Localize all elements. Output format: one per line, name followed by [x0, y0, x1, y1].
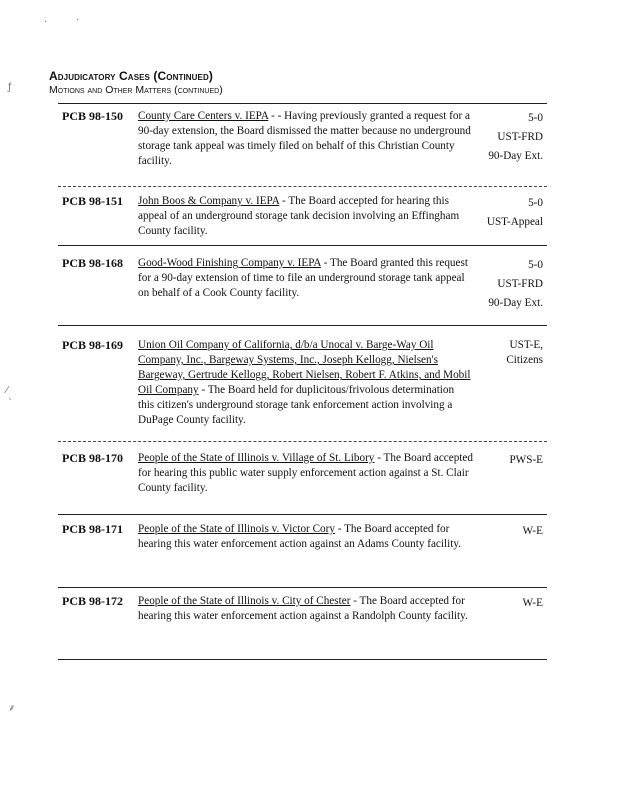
case-number: PCB 98-172	[62, 594, 123, 608]
vote-code: 5-0	[528, 259, 543, 271]
case-description	[138, 522, 473, 552]
section-rule	[58, 103, 547, 104]
case-divider	[58, 587, 547, 588]
case-text: - The Board granted this request for a 90-day extension of time to file an underground storage tank appeal on behalf of a Cook County facility.	[138, 257, 468, 299]
case-description	[138, 109, 473, 169]
scan-artifact: ⁄	[6, 385, 8, 396]
case-type-code: UST-E,	[509, 339, 543, 351]
case-title: Good-Wood Finishing Company v. IEPA	[138, 257, 321, 269]
case-divider	[58, 441, 547, 442]
case-number: PCB 98-150	[62, 109, 123, 123]
case-codes	[453, 451, 543, 470]
case-number: PCB 98-171	[62, 522, 123, 536]
section-heading	[49, 69, 223, 96]
case-codes	[453, 194, 543, 232]
case-type-code: UST-Appeal	[486, 216, 543, 228]
case-title: People of the State of Illinois v. Victor Cory	[138, 523, 335, 535]
case-divider	[58, 659, 547, 660]
case-type-code: PWS-E	[509, 454, 543, 466]
vote-code: 5-0	[528, 197, 543, 209]
case-divider	[58, 514, 547, 515]
case-text: - The Board accepted for hearing this water enforcement action against a Randolph County facility.	[138, 595, 468, 622]
case-title: County Care Centers v. IEPA	[138, 110, 269, 122]
case-title: Union Oil Company of California, d/b/a Unocal v. Barge-Way Oil Company, Inc., Bargeway Systems, Inc., Joseph Kellogg, Nielsen's Bargeway, Gertrude Kellogg, Robert Nielsen, Robert F. Atkins, and Mobil Oil Company	[138, 339, 471, 396]
case-type-code: UST-FRD	[497, 131, 543, 143]
case-number: PCB 98-169	[62, 338, 123, 352]
case-type-code: UST-FRD	[497, 278, 543, 290]
case-title: People of the State of Illinois v. Village of St. Libory	[138, 452, 375, 464]
case-number: PCB 98-151	[62, 194, 123, 208]
scan-artifact: `	[8, 398, 13, 409]
case-divider	[58, 245, 547, 246]
case-description	[138, 451, 473, 496]
case-number: PCB 98-170	[62, 451, 123, 465]
case-description	[138, 194, 473, 239]
case-text: - The Board held for duplicitous/frivolous determination this citizen's underground storage tank enforcement action involving a DuPage County facility.	[138, 384, 455, 426]
case-divider	[58, 186, 547, 187]
case-text: - The Board accepted for hearing this appeal of an underground storage tank decision involving an Effingham County facility.	[138, 195, 460, 237]
case-type-code: W-E	[522, 525, 543, 537]
case-text: - - Having previously granted a request for a 90-day extension, the Board dismissed the matter because no underground storage tank appeal was timely filed on behalf of this Christian County facility.	[138, 110, 471, 167]
case-text: - The Board accepted for hearing this water enforcement action against an Adams County facility.	[138, 523, 461, 550]
case-title: People of the State of Illinois v. City of Chester	[138, 595, 351, 607]
case-codes	[453, 594, 543, 613]
section-title: Adjudicatory Cases (Continued)	[49, 69, 213, 83]
case-description	[138, 594, 473, 624]
case-divider	[58, 325, 547, 326]
case-description	[138, 256, 473, 301]
case-description	[138, 338, 473, 428]
case-text: - The Board accepted for hearing this public water supply enforcement action against a St. Clair County facility.	[138, 452, 473, 494]
case-codes	[453, 109, 543, 166]
scan-artifact: ⸙	[8, 703, 16, 714]
case-type-code: Citizens	[506, 354, 543, 366]
case-type-code: W-E	[522, 597, 543, 609]
case-type-code: 90-Day Ext.	[488, 297, 543, 309]
case-type-code: 90-Day Ext.	[488, 150, 543, 162]
case-codes	[453, 522, 543, 541]
scan-artifact: ƒ	[8, 82, 12, 93]
case-title: John Boos & Company v. IEPA	[138, 195, 280, 207]
case-codes	[453, 256, 543, 313]
case-number: PCB 98-168	[62, 256, 123, 270]
scan-speck: .	[44, 14, 48, 25]
vote-code: 5-0	[528, 112, 543, 124]
section-subtitle: Motions and Other Matters (continued)	[49, 84, 223, 96]
scan-speck: .	[76, 12, 80, 23]
case-codes	[453, 338, 543, 368]
